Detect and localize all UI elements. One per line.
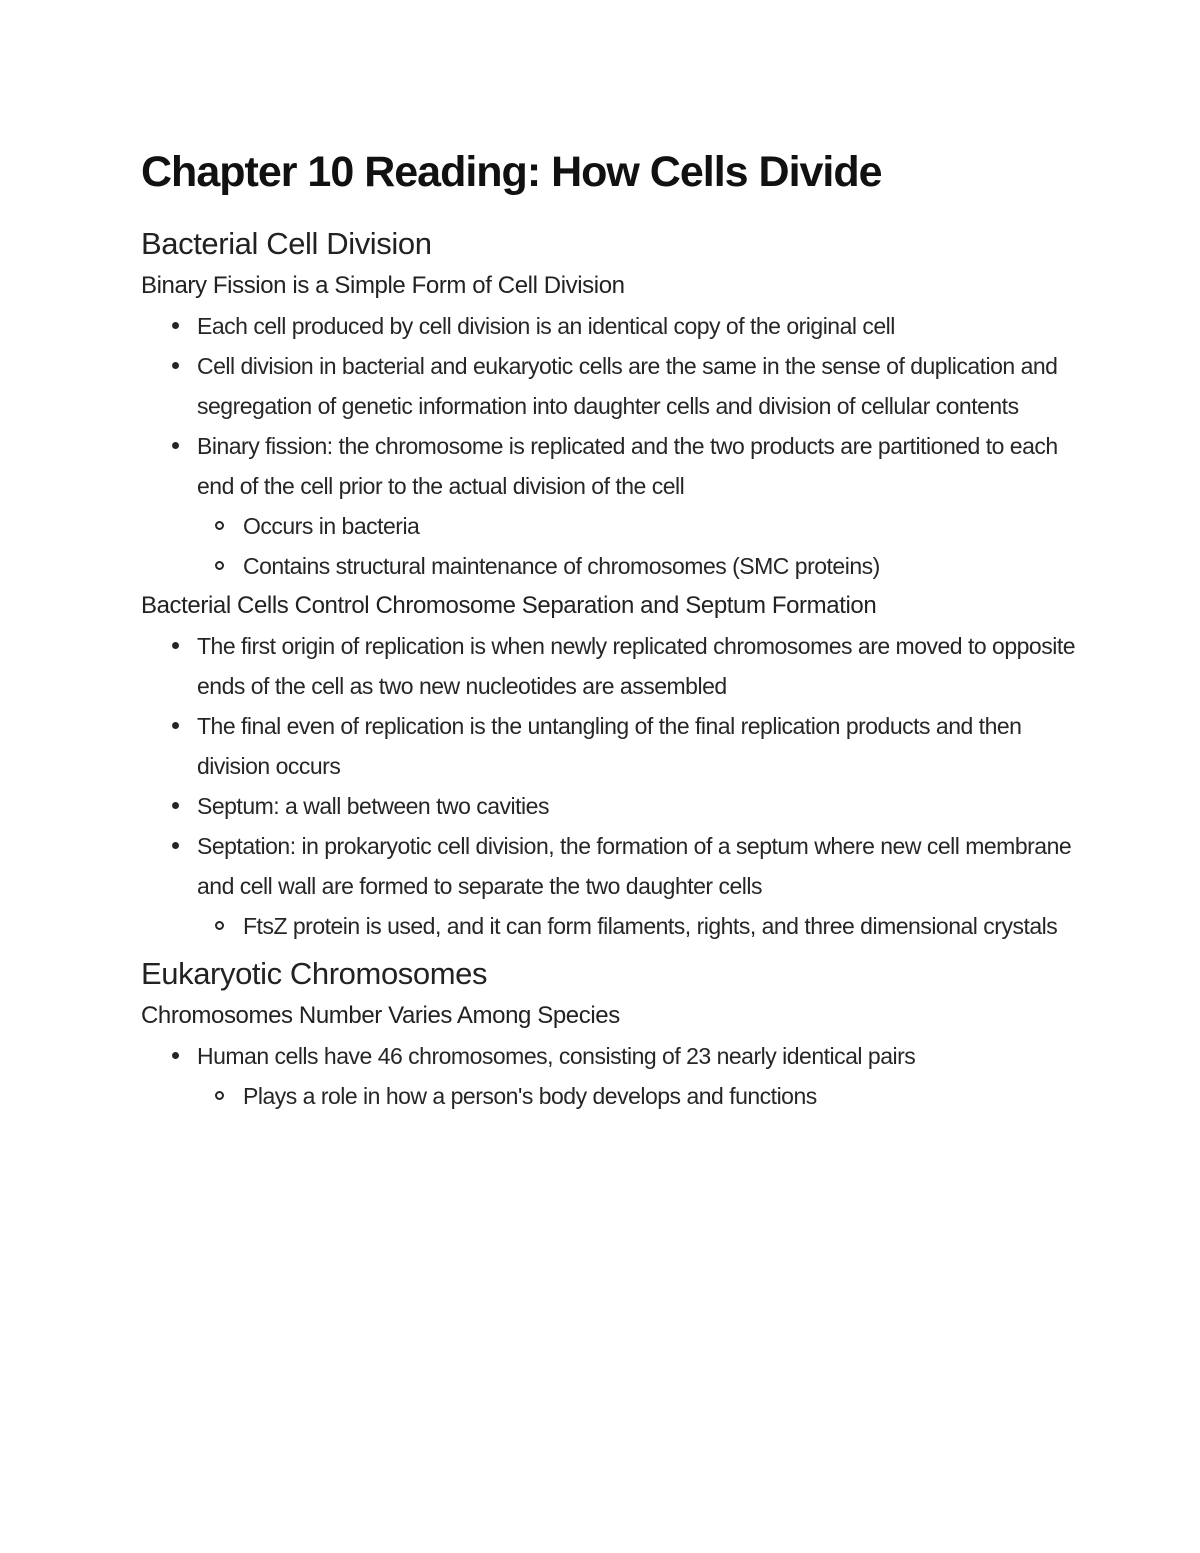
- section-heading-eukaryotic-chromosomes: Eukaryotic Chromosomes: [141, 956, 488, 991]
- list-item: Human cells have 46 chromosomes, consisting of 23 nearly identical pairs: [141, 1036, 1081, 1076]
- list-item: Cell division in bacterial and eukaryotic cells are the same in the sense of duplication and segregation of genetic information into daughter cells and division of cellular contents: [141, 346, 1081, 426]
- sub-list-item: Occurs in bacteria: [141, 506, 1081, 546]
- document-page: [141, 140, 1081, 1116]
- list-item: Each cell produced by cell division is an identical copy of the original cell: [141, 306, 1081, 346]
- list-item: The final even of replication is the untangling of the final replication products and then division occurs: [141, 706, 1081, 786]
- list-item: The first origin of replication is when newly replicated chromosomes are moved to opposite ends of the cell as two new nucleotides are assembled: [141, 626, 1081, 706]
- subsection-heading-chromosome-separation: Bacterial Cells Control Chromosome Separation and Septum Formation: [141, 592, 877, 619]
- sub-list-item: FtsZ protein is used, and it can form filaments, rights, and three dimensional crystals: [141, 906, 1081, 946]
- bullet-list: [141, 626, 1081, 946]
- list-item: Septation: in prokaryotic cell division, the formation of a septum where new cell membrane and cell wall are formed to separate the two daughter cells: [141, 826, 1081, 906]
- list-item: Septum: a wall between two cavities: [141, 786, 1081, 826]
- sub-list-item: Contains structural maintenance of chromosomes (SMC proteins): [141, 546, 1081, 586]
- section-heading-bacterial-cell-division: Bacterial Cell Division: [141, 226, 432, 261]
- list-item: Binary fission: the chromosome is replicated and the two products are partitioned to each end of the cell prior to the actual division of the cell: [141, 426, 1081, 506]
- bullet-list: [141, 306, 1081, 586]
- subsection-heading-chromosome-number: Chromosomes Number Varies Among Species: [141, 1002, 620, 1029]
- bullet-list: [141, 1036, 1081, 1116]
- page-title: Chapter 10 Reading: How Cells Divide: [141, 148, 882, 196]
- sub-list-item: Plays a role in how a person's body develops and functions: [141, 1076, 1081, 1116]
- subsection-heading-binary-fission: Binary Fission is a Simple Form of Cell Division: [141, 272, 625, 299]
